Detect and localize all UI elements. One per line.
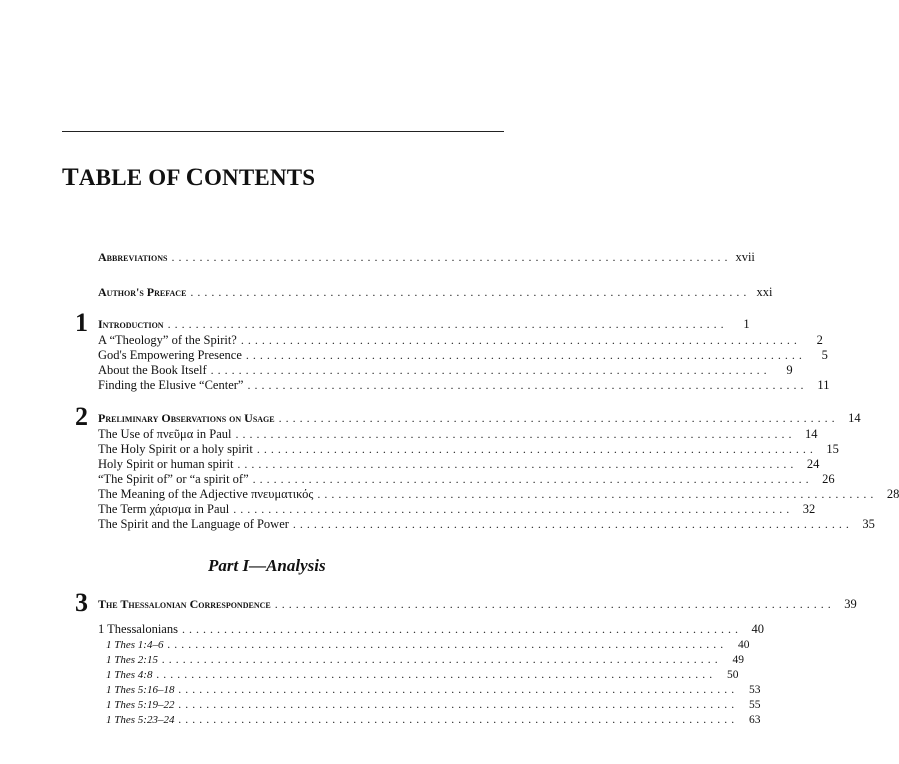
entry-label: Finding the Elusive “Center” (98, 378, 244, 392)
entry-label: 1 Thessalonians (98, 622, 178, 636)
entry-label: 1 Thes 5:23–24 (106, 714, 175, 726)
leader-dots: ................................................................................ (167, 317, 728, 331)
leader-dots: ................................................................................ (247, 378, 808, 392)
toc-entry-abbreviations[interactable] (98, 250, 755, 265)
toc-entry[interactable] (98, 622, 764, 637)
entry-label: The Term χάρισμα in Paul (98, 502, 230, 516)
leader-dots: ................................................................................ (235, 427, 796, 441)
entry-label: Abbreviations (98, 250, 168, 264)
entry-label: About the Book Itself (98, 363, 207, 377)
toc-entry[interactable] (98, 457, 820, 472)
leader-dots: ................................................................................ (156, 667, 717, 681)
page-number: 32 (802, 502, 816, 516)
page-number: 40 (751, 622, 764, 636)
page-number: 55 (748, 699, 761, 711)
top-rule (62, 131, 504, 132)
leader-dots: ................................................................................ (237, 457, 798, 471)
leader-dots: ................................................................................ (181, 622, 742, 636)
chapter-number: 3 (75, 588, 88, 617)
leader-dots: ................................................................................ (210, 363, 771, 377)
leader-dots: ................................................................................ (252, 472, 813, 486)
leader-dots: ................................................................................ (256, 442, 817, 456)
toc-chapter-heading[interactable] (98, 411, 861, 426)
leader-dots: ................................................................................ (274, 597, 835, 611)
toc-entry[interactable] (98, 517, 875, 532)
toc-entry[interactable] (98, 427, 818, 442)
page-number: 28 (886, 487, 899, 501)
chapter-title: The Thessalonian Correspondence (98, 597, 271, 611)
page-number: 15 (826, 442, 839, 456)
toc-subentry[interactable] (106, 712, 761, 727)
leader-dots: ................................................................................ (190, 285, 751, 299)
toc-chapter-heading[interactable] (98, 597, 857, 612)
leader-dots: ................................................................................ (317, 487, 878, 501)
page-number: 35 (862, 517, 875, 531)
entry-label: The Holy Spirit or a holy spirit (98, 442, 253, 456)
entry-label: Author's Preface (98, 285, 187, 299)
leader-dots: ................................................................................ (171, 250, 732, 264)
leader-dots: ................................................................................ (161, 652, 722, 666)
toc-entry[interactable] (98, 363, 793, 378)
chapter-title: Preliminary Observations on Usage (98, 411, 275, 425)
page-number: 40 (737, 639, 750, 651)
entry-label: Holy Spirit or human spirit (98, 457, 234, 471)
entry-label: 1 Thes 1:4–6 (106, 639, 164, 651)
toc-entry[interactable] (98, 378, 830, 393)
entry-label: A “Theology” of the Spirit? (98, 333, 237, 347)
page-number: 24 (806, 457, 820, 471)
page-number: 1 (743, 317, 750, 331)
toc-subentry[interactable] (106, 637, 750, 652)
page-number: 2 (816, 333, 823, 347)
part-heading: Part I—Analysis (208, 556, 326, 575)
entry-label: 1 Thes 5:19–22 (106, 699, 175, 711)
toc-entry[interactable] (98, 472, 835, 487)
entry-label: The Use of πνεῦμα in Paul (98, 427, 232, 441)
toc-entry[interactable] (98, 487, 899, 502)
page-number: 11 (817, 378, 830, 392)
chapter-number: 1 (75, 308, 88, 337)
toc-entry[interactable] (98, 348, 828, 363)
page-number: 9 (786, 363, 793, 377)
entry-label: The Spirit and the Language of Power (98, 517, 289, 531)
toc-entry[interactable] (98, 442, 839, 457)
leader-dots: ................................................................................ (292, 517, 853, 531)
leader-dots: ................................................................................ (233, 502, 794, 516)
entry-label: 1 Thes 2:15 (106, 654, 158, 666)
page-number: 50 (726, 669, 739, 681)
toc-subentry[interactable] (106, 697, 761, 712)
leader-dots: ................................................................................ (240, 333, 801, 347)
toc-entry-preface[interactable] (98, 285, 773, 300)
toc-subentry[interactable] (106, 667, 739, 682)
page-number: xxi (756, 285, 773, 299)
toc-subentry[interactable] (106, 682, 761, 697)
toc-subentry[interactable] (106, 652, 744, 667)
page-number: 26 (822, 472, 835, 486)
entry-label: 1 Thes 5:16–18 (106, 684, 175, 696)
leader-dots: ................................................................................ (167, 637, 728, 651)
page-number: 14 (848, 411, 861, 425)
page-number: 39 (844, 597, 857, 611)
entry-label: “The Spirit of” or “a spirit of” (98, 472, 249, 486)
page-number: 14 (805, 427, 818, 441)
entry-label: The Meaning of the Adjective πνευματικός (98, 487, 314, 501)
leader-dots: ................................................................................ (278, 411, 839, 425)
toc-chapter-heading[interactable] (98, 317, 750, 332)
leader-dots: ................................................................................ (245, 348, 806, 362)
chapter-number: 2 (75, 402, 88, 431)
page-number: 5 (821, 348, 828, 362)
entry-label: 1 Thes 4:8 (106, 669, 153, 681)
leader-dots: ................................................................................ (178, 697, 739, 711)
page-number: 49 (732, 654, 744, 666)
leader-dots: ................................................................................ (178, 712, 739, 726)
page-number: 63 (748, 714, 761, 726)
leader-dots: ................................................................................ (178, 682, 739, 696)
page-number: xvii (735, 250, 755, 264)
toc-entry[interactable] (98, 333, 823, 348)
page-title: TABLE OF CONTENTS (62, 164, 316, 191)
entry-label: God's Empowering Presence (98, 348, 242, 362)
toc-entry[interactable] (98, 502, 816, 517)
chapter-title: Introduction (98, 317, 164, 331)
page-number: 53 (748, 684, 761, 696)
